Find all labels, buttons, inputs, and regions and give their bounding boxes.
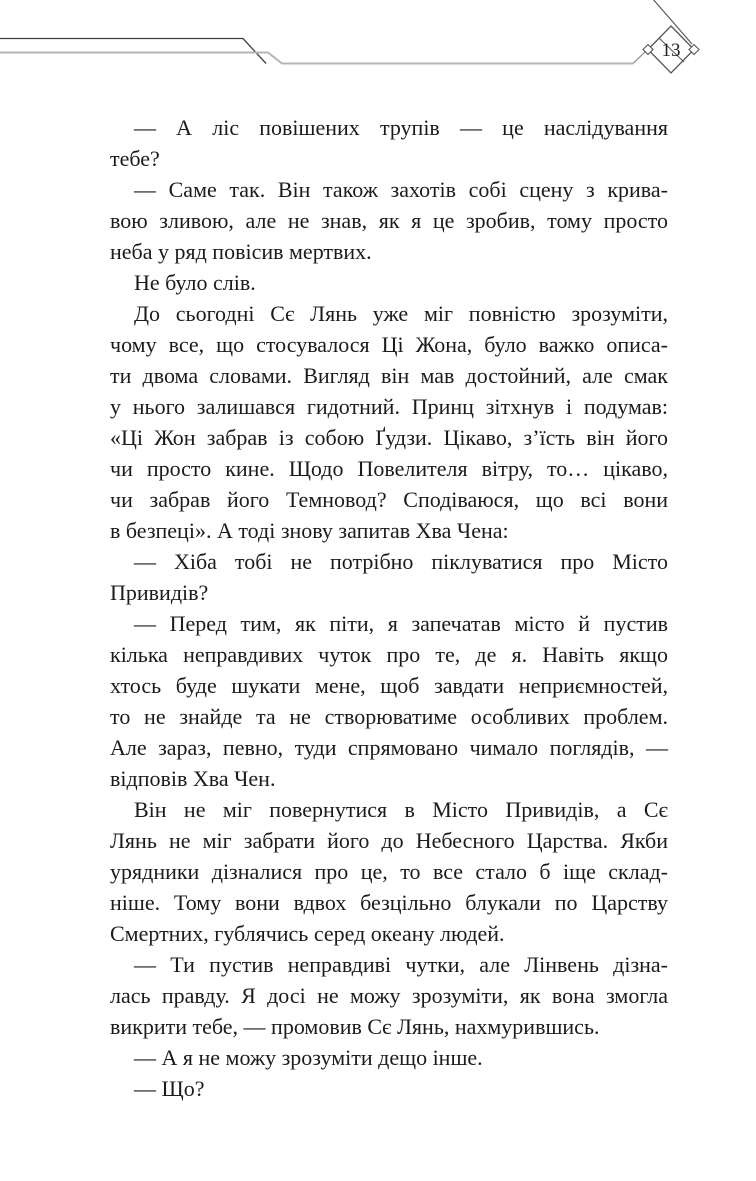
text-line: Смертних, гублячись серед океану людей. bbox=[110, 921, 505, 946]
text-line: відповів Хва Чен. bbox=[110, 766, 276, 791]
text-line: — Ти пустив неправдиві чутки, але Лінвень дізна- bbox=[134, 952, 668, 977]
text-line: — А я не можу зрозуміти дещо інше. bbox=[134, 1045, 483, 1070]
text-line: урядники дізналися про це, то все стало б іще склад- bbox=[110, 859, 668, 884]
paragraph bbox=[110, 1042, 668, 1073]
text-block bbox=[110, 112, 668, 1104]
text-line: чи просто кине. Щодо Повелителя вітру, то… цікаво, bbox=[110, 456, 668, 481]
text-line: в безпеці». А тоді знову запитав Хва Чена: bbox=[110, 518, 509, 543]
text-line: — Хіба тобі не потрібно піклуватися про Місто bbox=[134, 549, 668, 574]
text-line: чи забрав його Темновод? Сподіваюся, що всі вони bbox=[110, 487, 668, 512]
text-line: Не було слів. bbox=[134, 270, 256, 295]
paragraph bbox=[110, 794, 668, 949]
text-line: — Що? bbox=[134, 1076, 205, 1101]
text-line: тебе? bbox=[110, 146, 160, 171]
text-line: чому все, що стосувалося Ці Жона, було важко описа- bbox=[110, 332, 668, 357]
text-line: лась правду. Я досі не можу зрозуміти, як вона змогла bbox=[110, 983, 668, 1008]
text-line: Але зараз, певно, туди спрямовано чимало поглядів, — bbox=[110, 735, 668, 760]
header-ornament bbox=[0, 0, 756, 110]
text-line: До сьогодні Сє Лянь уже міг повністю зрозуміти, bbox=[134, 301, 668, 326]
paragraph bbox=[110, 608, 668, 794]
header-rule-light bbox=[0, 53, 633, 64]
page-number: 13 bbox=[661, 40, 681, 61]
text-line: «Ці Жон забрав із собою Ґудзи. Цікаво, з’їсть він його bbox=[110, 425, 668, 450]
text-line: то не знайде та не створюватиме особливих проблем. bbox=[110, 704, 668, 729]
text-line: — Саме так. Він також захотів собі сцену з крива- bbox=[134, 177, 668, 202]
text-line: ти двома словами. Вигляд він мав достойний, але смак bbox=[110, 363, 668, 388]
text-line: хтось буде шукати мене, щоб завдати неприємностей, bbox=[110, 673, 668, 698]
text-line: кілька неправдивих чуток про те, де я. Навіть якщо bbox=[110, 642, 668, 667]
paragraph bbox=[110, 112, 668, 174]
text-line: викрити тебе, — промовив Сє Лянь, нахмурившись. bbox=[110, 1014, 600, 1039]
header-connector-line bbox=[633, 52, 645, 64]
text-line: — А ліс повішених трупів — це наслідування bbox=[134, 115, 668, 140]
paragraph bbox=[110, 949, 668, 1042]
paragraph bbox=[110, 267, 668, 298]
text-line: вою зливою, але не знав, як я це зробив, тому просто bbox=[110, 208, 668, 233]
text-line: у нього залишався гидотний. Принц зітхнув і подумав: bbox=[110, 394, 668, 419]
header-rule-dark bbox=[0, 39, 266, 64]
paragraph bbox=[110, 546, 668, 608]
text-line: Привидів? bbox=[110, 580, 209, 605]
text-line: — Перед тим, як піти, я запечатав місто й пустив bbox=[134, 611, 668, 636]
text-line: Він не міг повернутися в Місто Привидів, а Сє bbox=[134, 797, 668, 822]
text-line: ніше. Тому вони вдвох безцільно блукали по Царству bbox=[110, 890, 668, 915]
paragraph bbox=[110, 298, 668, 546]
paragraph bbox=[110, 1073, 668, 1104]
text-line: неба у ряд повісив мертвих. bbox=[110, 239, 372, 264]
text-line: Лянь не міг забрати його до Небесного Царства. Якби bbox=[110, 828, 668, 853]
paragraph bbox=[110, 174, 668, 267]
